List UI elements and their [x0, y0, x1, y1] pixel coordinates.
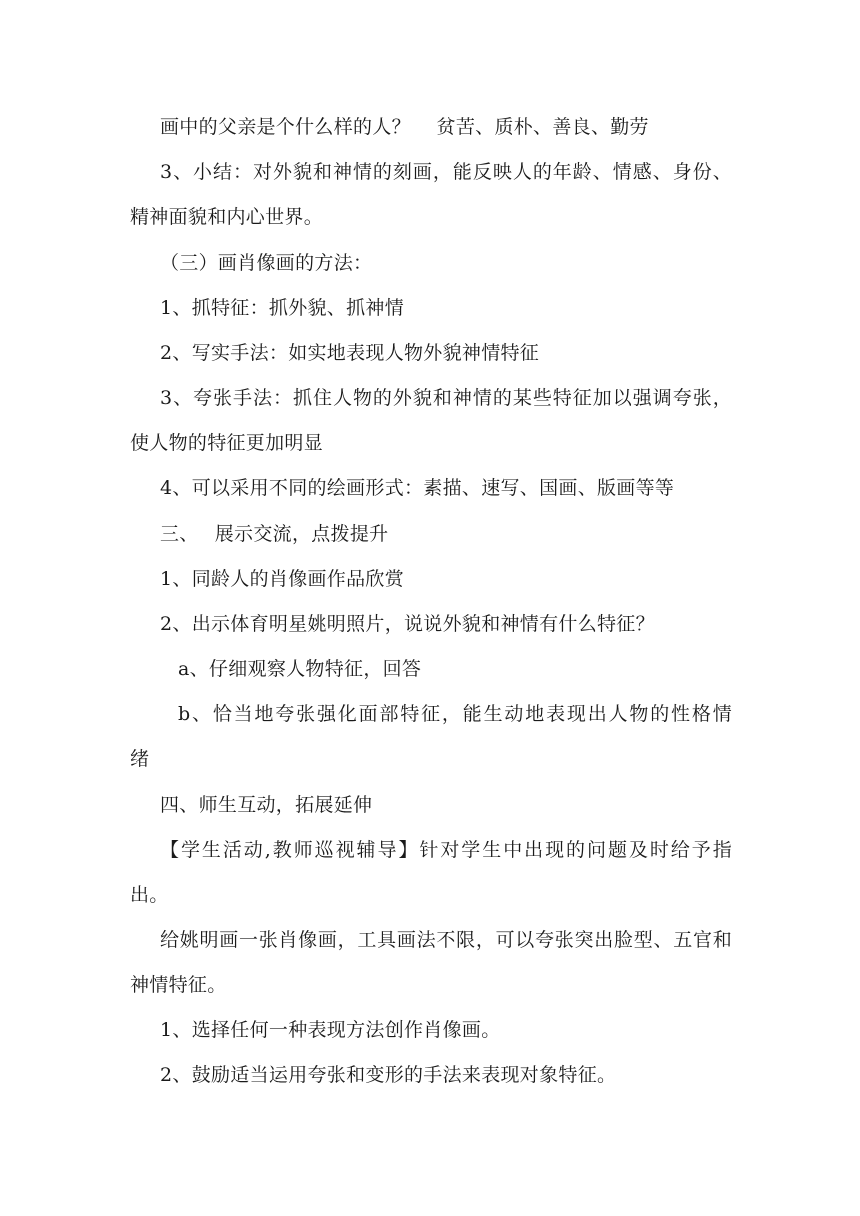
text-line: 3、小结：对外貌和神情的刻画，能反映人的年龄、情感、身份、: [160, 161, 732, 183]
text-line: 画中的父亲是个什么样的人？ 贫苦、质朴、善良、勤劳: [160, 116, 649, 138]
text-line: 神情特征。: [130, 974, 227, 996]
text-line: 使人物的特征更加明显: [130, 432, 324, 454]
text-line: 出。: [130, 884, 169, 906]
section-heading: 四、师生互动，拓展延伸: [160, 794, 373, 816]
text-line: b、恰当地夸张强化面部特征，能生动地表现出人物的性格情: [178, 703, 732, 725]
text-line: 给姚明画一张肖像画，工具画法不限，可以夸张突出脸型、五官和: [160, 929, 732, 951]
text-line: 2、鼓励适当运用夸张和变形的手法来表现对象特征。: [160, 1064, 617, 1086]
text-line: 【学生活动,教师巡视辅导】针对学生中出现的问题及时给予指: [160, 839, 732, 861]
text-line: 4、可以采用不同的绘画形式：素描、速写、国画、版画等等: [160, 477, 675, 499]
text-line: 1、同龄人的肖像画作品欣赏: [160, 568, 404, 590]
section-heading: 三、 展示交流，点拨提升: [160, 523, 389, 545]
text-line: 精神面貌和内心世界。: [130, 206, 324, 228]
text-line: 绪: [130, 748, 150, 770]
text-line: 3、夸张手法：抓住人物的外貌和神情的某些特征加以强调夸张，: [160, 387, 732, 409]
text-line: 2、写实手法：如实地表现人物外貌神情特征: [160, 342, 540, 364]
text-line: a、仔细观察人物特征，回答: [178, 658, 422, 680]
text-line: 1、抓特征：抓外貌、抓神情: [160, 297, 404, 319]
text-line: 1、选择任何一种表现方法创作肖像画。: [160, 1019, 501, 1041]
text-line: 2、出示体育明星姚明照片，说说外貌和神情有什么特征？: [160, 613, 655, 635]
section-heading: （三）画肖像画的方法：: [160, 252, 373, 274]
